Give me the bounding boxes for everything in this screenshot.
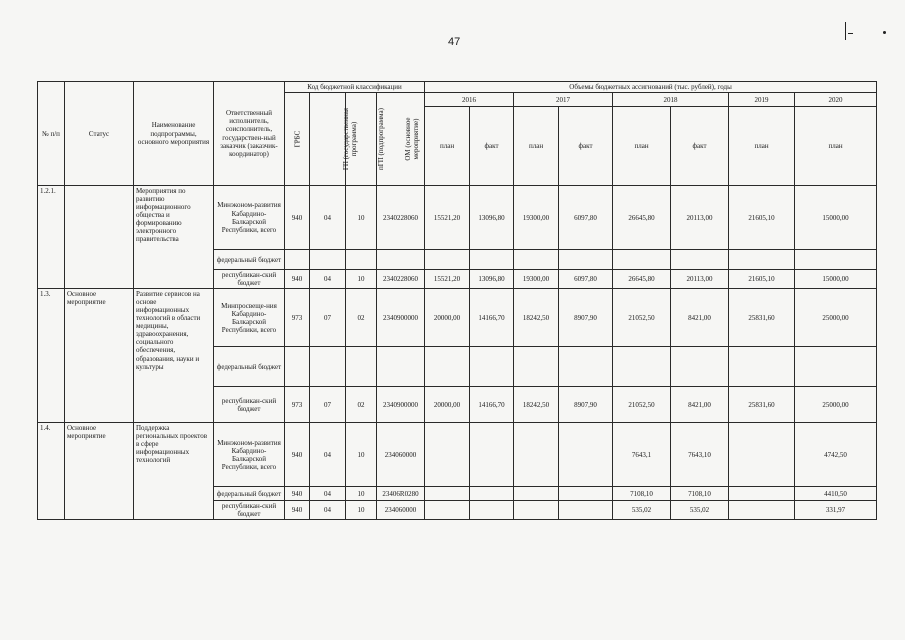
value-2018-plan: 21052,50 — [613, 289, 671, 347]
grbs-cell: 940 — [285, 501, 310, 520]
value-2017-fact — [559, 487, 613, 501]
row-name-cell: Развитие сервисов на основе информационных технологий в области медицины, здравоохранения, социального обеспечения, образования, науки и культуры — [134, 289, 214, 423]
value-2016-plan: 15521,20 — [425, 270, 470, 289]
value-2016-fact: 13096,80 — [470, 186, 514, 250]
value-2018-fact: 20113,00 — [671, 186, 729, 250]
value-2019-plan — [729, 250, 795, 270]
executor-cell: республикан-ский бюджет — [214, 387, 285, 423]
value-2018-plan: 7643,1 — [613, 423, 671, 487]
value-2020-plan: 15000,00 — [795, 270, 877, 289]
value-2020-plan: 4742,50 — [795, 423, 877, 487]
om-cell: 23406R0280 — [377, 487, 425, 501]
table-body — [38, 186, 877, 520]
gp-cell: 04 — [310, 423, 346, 487]
scan-mark — [883, 31, 886, 34]
grbs-cell: 940 — [285, 423, 310, 487]
header-plan: план — [729, 107, 795, 186]
gp-cell — [310, 250, 346, 270]
value-2019-plan — [729, 501, 795, 520]
header-plan: план — [613, 107, 671, 186]
value-2018-fact: 8421,00 — [671, 289, 729, 347]
value-2018-plan: 26645,80 — [613, 186, 671, 250]
row-no-cell: 1.4. — [38, 423, 65, 520]
value-2018-plan — [613, 347, 671, 387]
value-2017-fact: 6097,80 — [559, 186, 613, 250]
header-grbs: ГРБС — [285, 93, 310, 186]
value-2018-plan: 535,02 — [613, 501, 671, 520]
om-cell: 2340228060 — [377, 270, 425, 289]
value-2016-fact — [470, 501, 514, 520]
value-2017-plan: 19300,00 — [514, 270, 559, 289]
value-2016-fact: 14166,70 — [470, 387, 514, 423]
row-name-cell: Мероприятия по развитию информационного общества и формированию электронного правительства — [134, 186, 214, 289]
value-2020-plan — [795, 347, 877, 387]
value-2018-fact: 8421,00 — [671, 387, 729, 423]
value-2016-plan — [425, 487, 470, 501]
pgp-cell — [346, 347, 377, 387]
om-cell: 2340900000 — [377, 387, 425, 423]
value-2016-fact — [470, 250, 514, 270]
header-gp: ГП (государственная программа) — [310, 93, 346, 186]
gp-cell: 04 — [310, 501, 346, 520]
value-2016-plan — [425, 347, 470, 387]
value-2016-fact — [470, 347, 514, 387]
value-2018-fact: 535,02 — [671, 501, 729, 520]
value-2020-plan: 25000,00 — [795, 387, 877, 423]
value-2019-plan: 25831,60 — [729, 289, 795, 347]
row-no-cell: 1.3. — [38, 289, 65, 423]
executor-cell: республикан-ский бюджет — [214, 501, 285, 520]
value-2019-plan: 25831,60 — [729, 387, 795, 423]
om-cell: 234060000 — [377, 423, 425, 487]
value-2020-plan: 331,97 — [795, 501, 877, 520]
header-om: ОМ (основное мероприятие) — [377, 93, 425, 186]
value-2016-fact — [470, 487, 514, 501]
value-2019-plan: 21605,10 — [729, 270, 795, 289]
value-2018-fact: 20113,00 — [671, 270, 729, 289]
header-year-2018: 2018 — [613, 93, 729, 107]
gp-cell: 07 — [310, 387, 346, 423]
value-2017-plan — [514, 501, 559, 520]
grbs-cell — [285, 250, 310, 270]
header-code-group: Код бюджетной классификации — [285, 82, 425, 93]
gp-cell: 04 — [310, 186, 346, 250]
pgp-cell: 10 — [346, 270, 377, 289]
value-2017-fact — [559, 423, 613, 487]
value-2017-plan — [514, 423, 559, 487]
header-fact: факт — [470, 107, 514, 186]
pgp-cell: 10 — [346, 487, 377, 501]
header-year-2019: 2019 — [729, 93, 795, 107]
om-cell: 234060000 — [377, 501, 425, 520]
value-2017-fact — [559, 501, 613, 520]
gp-cell: 04 — [310, 487, 346, 501]
executor-cell: Минпросвеще-ния Кабардино-Балкарской Республики, всего — [214, 289, 285, 347]
value-2020-plan — [795, 250, 877, 270]
page-number: 47 — [448, 36, 461, 48]
pgp-cell — [346, 250, 377, 270]
row-status-cell — [65, 186, 134, 289]
executor-cell: федеральный бюджет — [214, 250, 285, 270]
value-2017-plan: 18242,50 — [514, 387, 559, 423]
value-2017-plan: 18242,50 — [514, 289, 559, 347]
om-cell — [377, 347, 425, 387]
budget-table — [37, 81, 877, 520]
header-year-2020: 2020 — [795, 93, 877, 107]
value-2019-plan: 21605,10 — [729, 186, 795, 250]
value-2017-plan — [514, 347, 559, 387]
executor-cell: республикан-ский бюджет — [214, 270, 285, 289]
header-fact: факт — [671, 107, 729, 186]
value-2016-plan: 15521,20 — [425, 186, 470, 250]
value-2018-plan: 7108,10 — [613, 487, 671, 501]
header-name: Наименование подпрограммы, основного мероприятия — [134, 82, 214, 186]
value-2016-plan: 20000,00 — [425, 289, 470, 347]
table-row — [38, 186, 877, 250]
om-cell: 2340900000 — [377, 289, 425, 347]
gp-cell: 07 — [310, 289, 346, 347]
value-2017-plan — [514, 250, 559, 270]
grbs-cell: 940 — [285, 270, 310, 289]
pgp-cell: 10 — [346, 186, 377, 250]
value-2020-plan: 25000,00 — [795, 289, 877, 347]
header-status: Статус — [65, 82, 134, 186]
value-2017-fact: 8907,90 — [559, 387, 613, 423]
executor-cell: Минэконом-развития Кабардино-Балкарской Республики, всего — [214, 186, 285, 250]
om-cell: 2340228060 — [377, 186, 425, 250]
value-2017-plan — [514, 487, 559, 501]
gp-cell — [310, 347, 346, 387]
grbs-cell: 940 — [285, 186, 310, 250]
header-plan: план — [795, 107, 877, 186]
executor-cell: Минэконом-развития Кабардино-Балкарской Республики, всего — [214, 423, 285, 487]
value-2018-fact: 7643,10 — [671, 423, 729, 487]
value-2017-fact: 8907,90 — [559, 289, 613, 347]
value-2017-fact: 6097,80 — [559, 270, 613, 289]
pgp-cell: 02 — [346, 289, 377, 347]
header-pgp: пГП (подпрограмма) — [346, 93, 377, 186]
gp-cell: 04 — [310, 270, 346, 289]
grbs-cell: 940 — [285, 487, 310, 501]
value-2016-plan: 20000,00 — [425, 387, 470, 423]
value-2016-fact: 13096,80 — [470, 270, 514, 289]
header-fact: факт — [559, 107, 613, 186]
table-header — [38, 82, 877, 186]
value-2018-plan: 26645,80 — [613, 270, 671, 289]
header-executor: Ответственный исполнитель, соисполнитель, государствен-ный заказчик (заказчик-координатор) — [214, 82, 285, 186]
row-status-cell: Основное мероприятие — [65, 289, 134, 423]
value-2018-fact — [671, 347, 729, 387]
value-2017-fact — [559, 250, 613, 270]
value-2019-plan — [729, 347, 795, 387]
value-2020-plan: 15000,00 — [795, 186, 877, 250]
grbs-cell: 973 — [285, 289, 310, 347]
grbs-cell — [285, 347, 310, 387]
header-plan: план — [514, 107, 559, 186]
value-2019-plan — [729, 423, 795, 487]
scan-mark — [845, 22, 846, 40]
value-2016-plan — [425, 250, 470, 270]
value-2017-plan: 19300,00 — [514, 186, 559, 250]
value-2018-plan — [613, 250, 671, 270]
value-2019-plan — [729, 487, 795, 501]
value-2016-plan — [425, 423, 470, 487]
value-2018-fact — [671, 250, 729, 270]
pgp-cell: 10 — [346, 423, 377, 487]
om-cell — [377, 250, 425, 270]
value-2016-fact: 14166,70 — [470, 289, 514, 347]
value-2018-fact: 7108,10 — [671, 487, 729, 501]
executor-cell: федеральный бюджет — [214, 487, 285, 501]
value-2016-plan — [425, 501, 470, 520]
table-row — [38, 289, 877, 347]
row-name-cell: Поддержка региональных проектов в сфере информационных технологий — [134, 423, 214, 520]
header-no: № п/п — [38, 82, 65, 186]
header-year-2016: 2016 — [425, 93, 514, 107]
header-volume-group: Объемы бюджетных ассигнований (тыс. рублей), годы — [425, 82, 877, 93]
header-year-2017: 2017 — [514, 93, 613, 107]
pgp-cell: 10 — [346, 501, 377, 520]
value-2017-fact — [559, 347, 613, 387]
value-2020-plan: 4410,50 — [795, 487, 877, 501]
grbs-cell: 973 — [285, 387, 310, 423]
table-row — [38, 423, 877, 487]
scan-mark — [848, 33, 853, 34]
pgp-cell: 02 — [346, 387, 377, 423]
row-status-cell: Основное мероприятие — [65, 423, 134, 520]
header-plan: план — [425, 107, 470, 186]
executor-cell: федеральный бюджет — [214, 347, 285, 387]
value-2016-fact — [470, 423, 514, 487]
row-no-cell: 1.2.1. — [38, 186, 65, 289]
value-2018-plan: 21052,50 — [613, 387, 671, 423]
